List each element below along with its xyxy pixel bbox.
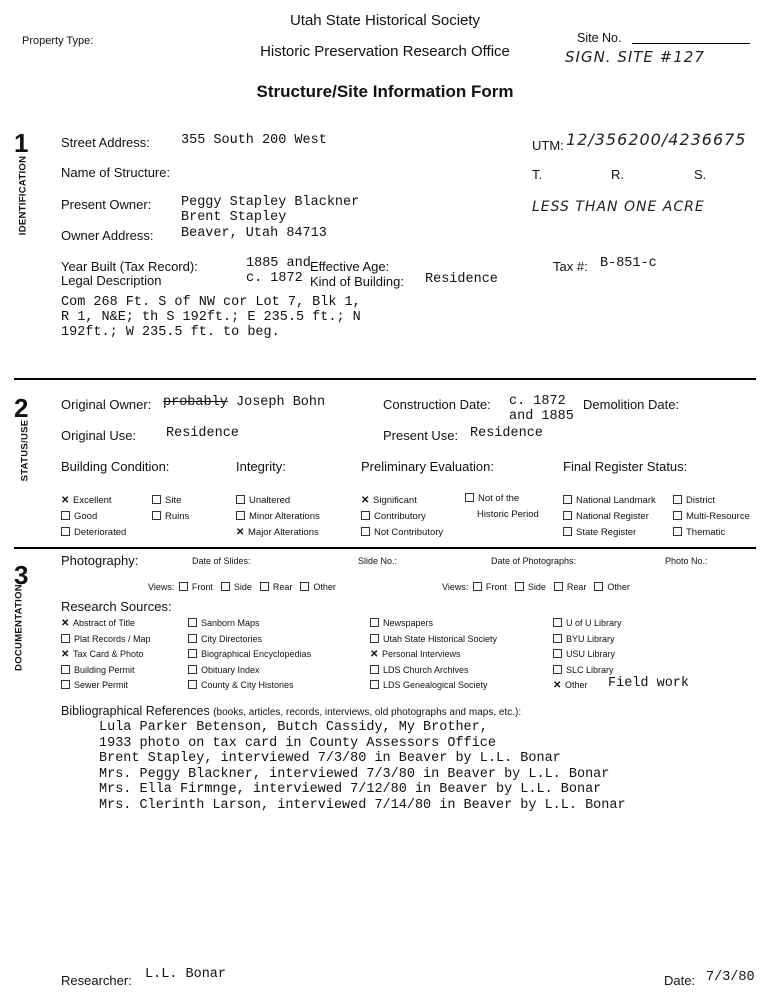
option-label: Contributory: [374, 511, 426, 522]
date-of-photographs-label: Date of Photographs:: [491, 556, 577, 566]
view-label: Front: [191, 582, 213, 592]
present-owner-line1: Peggy Stapley Blackner: [181, 195, 360, 210]
site-no-label: Site No.: [577, 31, 622, 45]
research-col-2: [188, 616, 311, 694]
checkbox-option[interactable]: [236, 493, 320, 509]
view-option[interactable]: [594, 582, 630, 592]
checkbox-option[interactable]: [61, 632, 151, 648]
checkbox-option[interactable]: [370, 616, 497, 632]
section-divider-1: [14, 378, 756, 380]
year-built-value1: 1885 and: [246, 256, 311, 271]
checkbox[interactable]: [236, 495, 245, 504]
section-s-label: S.: [694, 167, 707, 182]
condition-options-2: [152, 493, 189, 525]
option-label: USU Library: [566, 649, 616, 659]
option-label: Sewer Permit: [74, 680, 129, 690]
checkbox-option[interactable]: [361, 525, 443, 541]
option-label: Obituary Index: [201, 664, 260, 675]
present-owner-line2: Brent Stapley: [181, 210, 287, 225]
checkbox-option[interactable]: [236, 509, 320, 525]
checkbox[interactable]: [370, 618, 379, 627]
tax-number-label: Tax #:: [553, 259, 588, 274]
checkbox[interactable]: [152, 495, 161, 504]
form-title: Structure/Site Information Form: [256, 82, 514, 101]
integrity-label: Integrity:: [236, 459, 286, 474]
original-use-label: Original Use:: [61, 428, 137, 443]
checkbox[interactable]: [553, 634, 562, 643]
option-label: LDS Genealogical Society: [383, 680, 488, 690]
section-number-2: 2: [14, 393, 29, 423]
option-label: Biographical Encyclopedias: [201, 649, 312, 659]
option-label: Other: [565, 680, 588, 690]
checkbox[interactable]: [465, 493, 474, 502]
kind-of-building-label: Kind of Building:: [310, 274, 404, 289]
checkbox[interactable]: [473, 582, 482, 591]
view-label: Side: [233, 582, 252, 592]
option-label: Building Permit: [74, 664, 135, 675]
bibliography-line: Mrs. Ella Firmnge, interviewed 7/12/80 in Beaver by L.L. Bonar: [99, 782, 602, 797]
checkbox[interactable]: [563, 511, 572, 520]
site-no-value: SIGN. SITE #127: [565, 48, 705, 66]
checkbox-option[interactable]: [370, 647, 497, 663]
checked-mark-icon[interactable]: ✕: [553, 680, 562, 691]
construction-date-label: Construction Date:: [383, 397, 491, 412]
section-label-identification: IDENTIFICATION: [17, 155, 29, 236]
view-label: Other: [607, 582, 630, 592]
checkbox[interactable]: [188, 634, 197, 643]
photo-views: [442, 582, 638, 592]
checked-mark-icon[interactable]: ✕: [236, 527, 245, 538]
views-label: Views:: [442, 582, 471, 592]
checkbox[interactable]: [300, 582, 309, 591]
present-use-value: Residence: [470, 426, 543, 441]
bibliography-hint: (books, articles, records, interviews, old photographs and maps, etc.):: [213, 707, 522, 718]
bibliography-line: 1933 photo on tax card in County Assessors Office: [99, 735, 496, 751]
checkbox[interactable]: [563, 527, 572, 536]
option-label: National Register: [576, 511, 649, 522]
date-value: 7/3/80: [706, 970, 755, 985]
bibliography-line: Mrs. Clerinth Larson, interviewed 7/14/80 in Beaver by L.L. Bonar: [99, 797, 626, 813]
option-label: Tax Card & Photo: [73, 649, 144, 659]
option-label: State Register: [576, 527, 637, 538]
checked-mark-icon[interactable]: ✕: [370, 649, 379, 660]
prelim-hist-line1: Not of the: [478, 493, 520, 504]
checkbox-option[interactable]: [370, 678, 497, 694]
legal-line-3: 192ft.; W 235.5 ft. to beg.: [61, 325, 280, 340]
checkbox-option[interactable]: [673, 525, 750, 541]
checkbox-option[interactable]: [61, 493, 126, 509]
option-label: Minor Alterations: [249, 511, 320, 522]
photo-no-label: Photo No.:: [665, 556, 708, 566]
checkbox-option[interactable]: [361, 509, 443, 525]
checkbox[interactable]: [553, 618, 562, 627]
view-label: Rear: [272, 582, 293, 592]
checkbox-option[interactable]: [563, 493, 656, 509]
bibliography-line: Lula Parker Betenson, Butch Cassidy, My Brother,: [99, 720, 488, 735]
option-label: BYU Library: [566, 633, 615, 644]
site-no-line: [632, 43, 750, 44]
view-option[interactable]: [473, 582, 507, 592]
preliminary-evaluation-label: Preliminary Evaluation:: [361, 459, 494, 474]
legal-description-label: Legal Description: [61, 273, 162, 288]
integrity-options: [236, 493, 320, 541]
tax-number-value: B-851-c: [600, 256, 657, 271]
preliminary-options: [361, 493, 443, 541]
checkbox-option[interactable]: [673, 509, 750, 525]
street-address-label: Street Address:: [61, 135, 150, 150]
kind-of-building-value: Residence: [425, 272, 498, 287]
original-owner-label: Original Owner:: [61, 397, 152, 412]
checkbox-option[interactable]: [152, 509, 189, 525]
checkbox-option[interactable]: [152, 493, 189, 509]
checkbox-option[interactable]: [370, 663, 497, 679]
option-label: Major Alterations: [248, 527, 319, 538]
option-label: Significant: [373, 495, 417, 506]
checkbox[interactable]: [236, 511, 245, 520]
org-name: Utah State Historical Society: [289, 12, 481, 29]
option-label: Personal Interviews: [382, 649, 461, 659]
checkbox-option[interactable]: [188, 678, 311, 694]
views-label: Views:: [148, 582, 177, 592]
view-option[interactable]: [260, 582, 293, 592]
option-label: Multi-Resource: [686, 511, 750, 522]
section-divider-2: [14, 547, 756, 549]
checkbox-option[interactable]: [188, 632, 311, 648]
section-number-3: 3: [14, 560, 29, 590]
checkbox[interactable]: [61, 634, 70, 643]
option-label: Excellent: [73, 495, 112, 506]
option-label: SLC Library: [566, 664, 614, 675]
building-condition-label: Building Condition:: [61, 459, 170, 474]
checkbox[interactable]: [370, 665, 379, 674]
checked-mark-icon[interactable]: ✕: [61, 495, 70, 506]
checked-mark-icon[interactable]: ✕: [361, 495, 370, 506]
view-label: Front: [485, 582, 507, 592]
section-label-documentation: DOCUMENTATION: [13, 584, 25, 671]
checkbox-option[interactable]: [61, 616, 151, 632]
checkbox[interactable]: [61, 511, 70, 520]
bibliography-line: Brent Stapley, interviewed 7/3/80 in Beaver by L.L. Bonar: [99, 751, 561, 766]
option-label: District: [686, 495, 716, 506]
bibliography-heading: [61, 704, 521, 718]
option-label: City Directories: [201, 633, 263, 644]
option-label: Deteriorated: [74, 527, 127, 538]
checkbox[interactable]: [594, 582, 603, 591]
checkbox[interactable]: [152, 511, 161, 520]
acreage-note: LESS THAN ONE ACRE: [532, 199, 705, 215]
checkbox[interactable]: [515, 582, 524, 591]
legal-line-1: Com 268 Ft. S of NW cor Lot 7, Blk 1,: [61, 295, 361, 310]
checkbox-option[interactable]: [188, 616, 311, 632]
checkbox[interactable]: [673, 495, 682, 504]
checkbox[interactable]: [188, 649, 197, 658]
checkbox[interactable]: [553, 665, 562, 674]
checkbox-option[interactable]: [61, 525, 126, 541]
checkbox-option[interactable]: [361, 493, 443, 509]
checkbox-option[interactable]: [61, 509, 126, 525]
checkbox[interactable]: [188, 680, 197, 689]
option-label: National Landmark: [576, 495, 656, 506]
checkbox[interactable]: [554, 582, 563, 591]
township-label: T.: [532, 167, 543, 182]
checkbox-option[interactable]: [236, 525, 320, 541]
option-label: Abstract of Title: [73, 618, 136, 628]
checkbox[interactable]: [179, 582, 188, 591]
section-number-1: 1: [14, 128, 29, 158]
view-option[interactable]: [300, 582, 336, 592]
option-label: Newspapers: [383, 618, 434, 628]
option-label: Good: [74, 511, 98, 522]
option-label: Utah State Historical Society: [383, 633, 498, 644]
checkbox[interactable]: [361, 511, 370, 520]
photography-label: Photography:: [61, 553, 139, 568]
checkbox[interactable]: [260, 582, 269, 591]
view-option[interactable]: [179, 582, 213, 592]
checkbox-option[interactable]: [61, 647, 151, 663]
view-option[interactable]: [515, 582, 546, 592]
checkbox[interactable]: [370, 680, 379, 689]
checkbox[interactable]: [221, 582, 230, 591]
option-label: County & City Histories: [201, 680, 294, 690]
view-label: Side: [527, 582, 546, 592]
checkbox[interactable]: [61, 665, 70, 674]
present-use-label: Present Use:: [383, 428, 459, 443]
utm-label: UTM:: [532, 138, 564, 153]
construction-date-value2: and 1885: [509, 409, 574, 424]
slide-views: [148, 582, 344, 592]
prelim-hist-line2: Historic Period: [477, 509, 539, 520]
research-sources-label: Research Sources:: [61, 599, 172, 614]
final-register-options-2: [673, 493, 750, 541]
checkbox[interactable]: [563, 495, 572, 504]
research-col-3: [370, 616, 497, 694]
street-address-value: 355 South 200 West: [181, 133, 327, 148]
checkbox-option[interactable]: [370, 632, 497, 648]
option-label: LDS Church Archives: [383, 664, 469, 675]
checkbox[interactable]: [188, 665, 197, 674]
bibliography-label: Bibliographical References: [61, 704, 210, 718]
view-option[interactable]: [221, 582, 252, 592]
present-owner-label: Present Owner:: [61, 197, 152, 212]
checkbox-option[interactable]: [563, 525, 656, 541]
checkbox[interactable]: [673, 527, 682, 536]
checkbox[interactable]: [553, 649, 562, 658]
utm-value: 12/356200/4236675: [566, 130, 747, 149]
checkbox-option[interactable]: [673, 493, 750, 509]
checkbox-option[interactable]: [61, 663, 151, 679]
view-label: Other: [313, 582, 336, 592]
option-label: Plat Records / Map: [74, 633, 151, 644]
final-register-options: [563, 493, 656, 541]
bibliography-line: Mrs. Peggy Blackner, interviewed 7/3/80 in Beaver by L.L. Bonar: [99, 766, 610, 782]
checkbox[interactable]: [673, 511, 682, 520]
checkbox-option[interactable]: [563, 509, 656, 525]
original-use-value: Residence: [166, 426, 239, 441]
property-type-label: Property Type:: [22, 35, 94, 47]
original-owner-value: Joseph Bohn: [236, 395, 326, 410]
checkbox-option[interactable]: [188, 663, 311, 679]
condition-options: [61, 493, 126, 541]
option-label: U of U Library: [566, 618, 622, 628]
office-name: Historic Preservation Research Office: [260, 43, 510, 60]
view-label: Rear: [566, 582, 587, 592]
range-label: R.: [611, 167, 624, 182]
prelim-hist-option[interactable]: [465, 493, 519, 504]
structure-name-label: Name of Structure:: [61, 165, 171, 180]
other-source-value: Field work: [608, 676, 690, 691]
section-label-status-use: STATUS/USE: [19, 419, 31, 482]
checkbox-option[interactable]: [188, 647, 311, 663]
construction-date-value1: c. 1872: [509, 394, 566, 409]
owner-address-label: Owner Address:: [61, 228, 154, 243]
legal-line-2: R 1, N&E; th S 192ft.; E 235.5 ft.; N: [61, 310, 361, 325]
demolition-date-label: Demolition Date:: [583, 397, 680, 412]
checkbox[interactable]: [61, 527, 70, 536]
checkbox-option[interactable]: [553, 647, 622, 663]
checkbox[interactable]: [61, 680, 70, 689]
year-built-value2: c. 1872: [246, 271, 303, 286]
checked-mark-icon[interactable]: ✕: [61, 618, 70, 629]
date-of-slides-label: Date of Slides:: [192, 556, 251, 566]
final-register-label: Final Register Status:: [563, 459, 688, 474]
researcher-label: Researcher:: [61, 973, 132, 988]
option-label: Sanborn Maps: [201, 618, 260, 628]
checkbox[interactable]: [361, 527, 370, 536]
owner-address-value: Beaver, Utah 84713: [181, 226, 327, 241]
bibliography-entries: [99, 720, 626, 813]
option-label: Not Contributory: [374, 527, 444, 538]
date-label: Date:: [664, 973, 696, 988]
view-option[interactable]: [554, 582, 587, 592]
option-label: Thematic: [686, 527, 726, 538]
research-col-1: [61, 616, 151, 694]
checkbox-option[interactable]: [553, 632, 622, 648]
checkbox-option[interactable]: [61, 678, 151, 694]
option-label: Unaltered: [249, 495, 291, 506]
slide-no-label: Slide No.:: [358, 556, 398, 566]
option-label: Ruins: [165, 511, 190, 522]
checkbox-option[interactable]: [553, 616, 622, 632]
checked-mark-icon[interactable]: ✕: [61, 649, 70, 660]
effective-age-label: Effective Age:: [310, 259, 390, 274]
option-label: Site: [165, 495, 182, 506]
researcher-value: L.L. Bonar: [145, 967, 227, 982]
checkbox[interactable]: [188, 618, 197, 627]
original-owner-struck: probably: [163, 395, 228, 410]
year-built-label: Year Built (Tax Record):: [61, 259, 198, 274]
checkbox[interactable]: [370, 634, 379, 643]
